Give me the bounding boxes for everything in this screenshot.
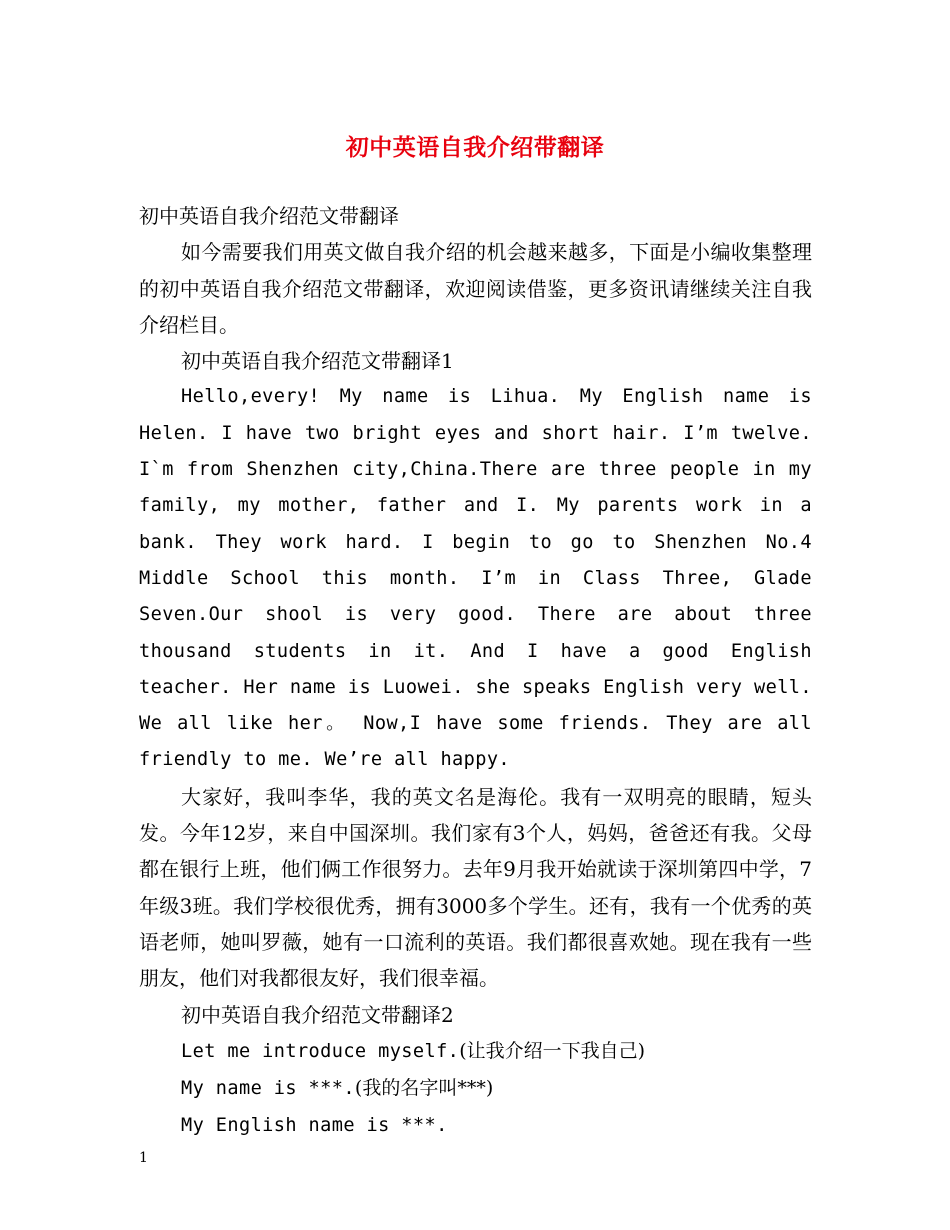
section2-line-2 <box>139 1070 812 1107</box>
section2-heading: 初中英语自我介绍范文带翻译2 <box>181 1002 454 1027</box>
page-number: 1 <box>139 1150 148 1166</box>
line2-english: My name is ***. <box>181 1078 355 1100</box>
line1-chinese: (让我介绍一下我自己) <box>459 1039 646 1062</box>
section2-line-3 <box>139 1107 812 1144</box>
document-title: 初中英语自我介绍带翻译 <box>345 134 605 161</box>
line1-english: Let me introduce myself. <box>181 1040 460 1062</box>
intro-paragraph: 如今需要我们用英文做自我介绍的机会越来越多，下面是小编收集整理的初中英语自我介绍范文带翻译，欢迎阅读借鉴，更多资讯请继续关注自我介绍栏目。 <box>139 240 812 337</box>
document-body <box>139 198 812 1145</box>
section2-line-1 <box>139 1033 812 1070</box>
document-subtitle: 初中英语自我介绍范文带翻译 <box>139 204 399 228</box>
section1-heading: 初中英语自我介绍范文带翻译1 <box>181 349 454 374</box>
section1-english-paragraph: Hello,every! My name is Lihua. My English name is Helen. I have two bright eyes and short hair. I’m twelve. I`m from Shenzhen city,China.There are three people in my family, my mother, father and I. My parents work in a bank. They work hard. I begin to go to Shenzhen No.4 Middle School this month. I’m in Class Three, Glade Seven.Our shool is very good. There are about three thousand students in it. And I have a good English teacher. Her name is Luowei. she speaks English very well. We all like her。 Now,I have some friends. They are all friendly to me. We’re all happy. <box>139 386 812 771</box>
line3-english: My English name is ***. <box>181 1115 448 1137</box>
line2-chinese: (我的名字叫***) <box>354 1077 494 1100</box>
section1-chinese-paragraph: 大家好，我叫李华，我的英文名是海伦。我有一双明亮的眼睛，短头发。今年12岁，来自中国深圳。我们家有3个人，妈妈，爸爸还有我。父母都在银行上班，他们俩工作很努力。去年9月我开始就读于深圳第四中学，7年级3班。我们学校很优秀，拥有3000多个学生。还有，我有一个优秀的英语老师，她叫罗薇，她有一口流利的英语。我们都很喜欢她。现在我有一些朋友，他们对我都很友好，我们很幸福。 <box>139 784 812 991</box>
